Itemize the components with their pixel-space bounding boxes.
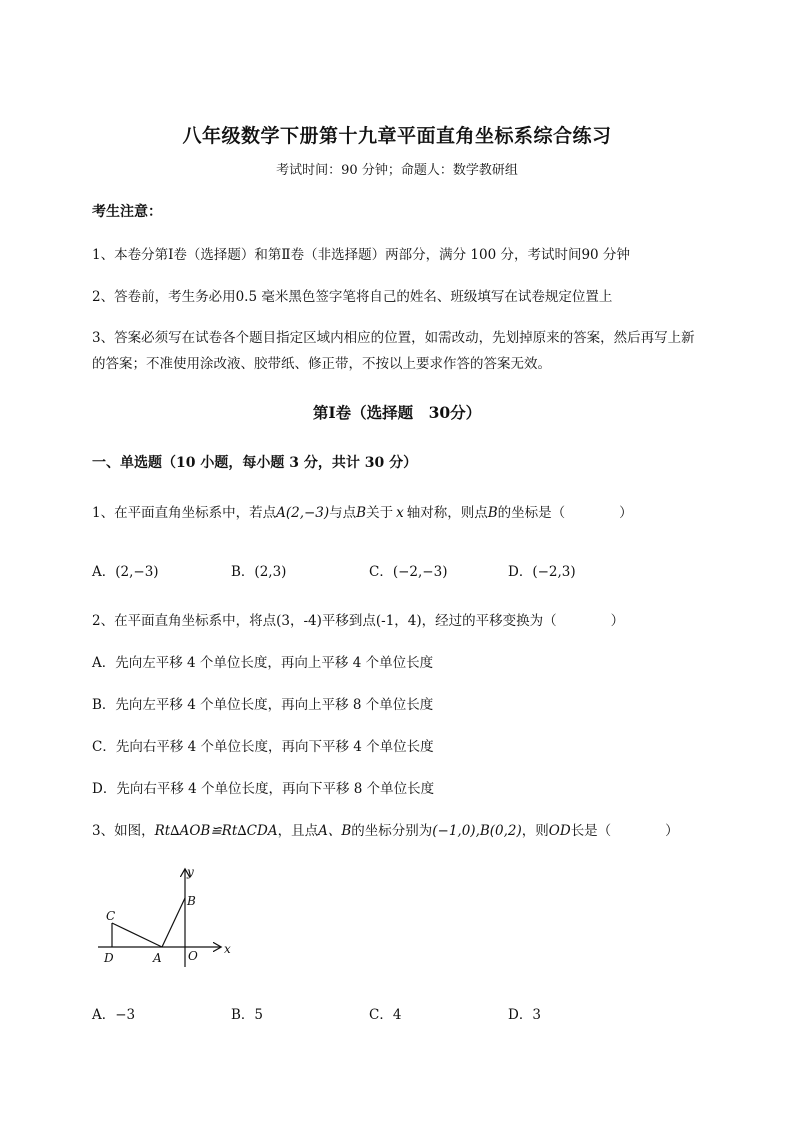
notice-heading: 考生注意： — [92, 204, 162, 220]
q1-choice-c[interactable] — [369, 560, 447, 580]
q2-choice-d[interactable]: D．先向右平移 4 个单位长度，再向下平移 8 个单位长度 — [92, 781, 435, 797]
q3-choice-a[interactable] — [92, 1003, 135, 1023]
q1-choice-b[interactable] — [231, 560, 286, 580]
label-b: B — [187, 894, 196, 908]
label-x: x — [224, 942, 231, 956]
page-title: 八年级数学下册第十九章平面直角坐标系综合练习 — [182, 125, 612, 147]
choice-label: B． — [231, 1007, 255, 1023]
choice-value: (−2,3) — [532, 564, 576, 580]
q2-choice-c[interactable]: C．先向右平移 4 个单位长度，再向下平移 4 个单位长度 — [92, 739, 434, 755]
q2-choice-a[interactable]: A．先向左平移 4 个单位长度，再向上平移 4 个单位长度 — [92, 655, 434, 671]
q1-point-b2: B — [487, 505, 498, 521]
q3-coords: (−1,0),B(0,2) — [432, 823, 522, 839]
q3-choice-c[interactable] — [369, 1003, 401, 1023]
choice-label: A． — [92, 564, 116, 580]
choice-value: (2,−3) — [115, 564, 159, 580]
choice-value: 3 — [532, 1007, 541, 1023]
choice-label: D． — [508, 1007, 533, 1023]
q1-text-a: 1、在平面直角坐标系中，若点 — [92, 505, 277, 521]
choice-value: 5 — [254, 1007, 264, 1023]
label-y: y — [187, 865, 194, 879]
question-3-stem — [92, 819, 679, 839]
q3-choice-b[interactable] — [231, 1003, 263, 1023]
q1-text-e: 的坐标是（ ） — [497, 505, 633, 521]
q3-text-c: 的坐标分别为 — [351, 823, 433, 839]
choice-label: B． — [231, 564, 255, 580]
q3-figure — [92, 860, 252, 970]
q3-congruence: Rt∆AOB≌Rt∆CDA — [154, 823, 278, 839]
q1-text-c: 关于 — [366, 505, 394, 521]
choice-value: (2,3) — [254, 564, 287, 580]
label-a: A — [153, 951, 162, 965]
q3-points: A、B — [318, 823, 352, 839]
notice-item-3: 3、答案必须写在试卷各个题目指定区域内相应的位置，如需改动，先划掉原来的答案，然后再写上新 — [92, 330, 695, 346]
label-c: C — [106, 909, 116, 923]
choice-value: 4 — [392, 1007, 402, 1023]
choice-label: C． — [369, 564, 393, 580]
q1-text-b: 与点 — [329, 505, 357, 521]
q3-text-e: 长是（ ） — [570, 823, 679, 839]
part-heading: 一、单选题（10 小题，每小题 3 分，共计 30 分） — [92, 455, 418, 471]
notice-item-2: 2、答卷前，考生务必用0.5 毫米黑色签字笔将自己的姓名、班级填写在试卷规定位置上 — [92, 289, 613, 305]
q3-text-b: ，且点 — [277, 823, 319, 839]
q1-choice-a[interactable] — [92, 560, 159, 580]
q2-choice-b[interactable]: B．先向左平移 4 个单位长度，再向上平移 8 个单位长度 — [92, 697, 434, 713]
choice-label: A． — [92, 1007, 116, 1023]
q3-text-a: 3、如图， — [92, 823, 155, 839]
choice-label: D． — [508, 564, 533, 580]
choice-value: (−2,−3) — [392, 564, 448, 580]
q1-choice-d[interactable] — [508, 560, 576, 580]
segment-ab — [162, 898, 185, 947]
question-2-stem: 2、在平面直角坐标系中，将点(3，-4)平移到点(-1，4)，经过的平移变换为（ ） — [92, 613, 625, 629]
notice-item-3-cont: 的答案；不准使用涂改液、胶带纸、修正带，不按以上要求作答的答案无效。 — [92, 356, 551, 372]
q1-point-a: A(2,−3) — [276, 505, 330, 521]
q1-axis: x — [396, 505, 404, 521]
q1-text-d: 轴对称，则点 — [406, 505, 488, 521]
notice-item-1: 1、本卷分第Ⅰ卷（选择题）和第Ⅱ卷（非选择题）两部分，满分 100 分，考试时间90 分钟 — [92, 247, 630, 263]
q3-segment: OD — [548, 823, 571, 839]
choice-value: −3 — [115, 1007, 136, 1023]
label-o: O — [188, 949, 198, 963]
q3-text-d: ，则 — [521, 823, 549, 839]
section-title: 第Ⅰ卷（选择题 30分） — [312, 403, 482, 422]
label-d: D — [104, 951, 114, 965]
q1-point-b: B — [356, 505, 367, 521]
question-1-stem — [92, 501, 633, 521]
q3-choice-d[interactable] — [508, 1003, 541, 1023]
page-subtitle: 考试时间：90 分钟；命题人：数学教研组 — [276, 163, 518, 178]
choice-label: C． — [369, 1007, 393, 1023]
segment-ca — [112, 923, 162, 947]
